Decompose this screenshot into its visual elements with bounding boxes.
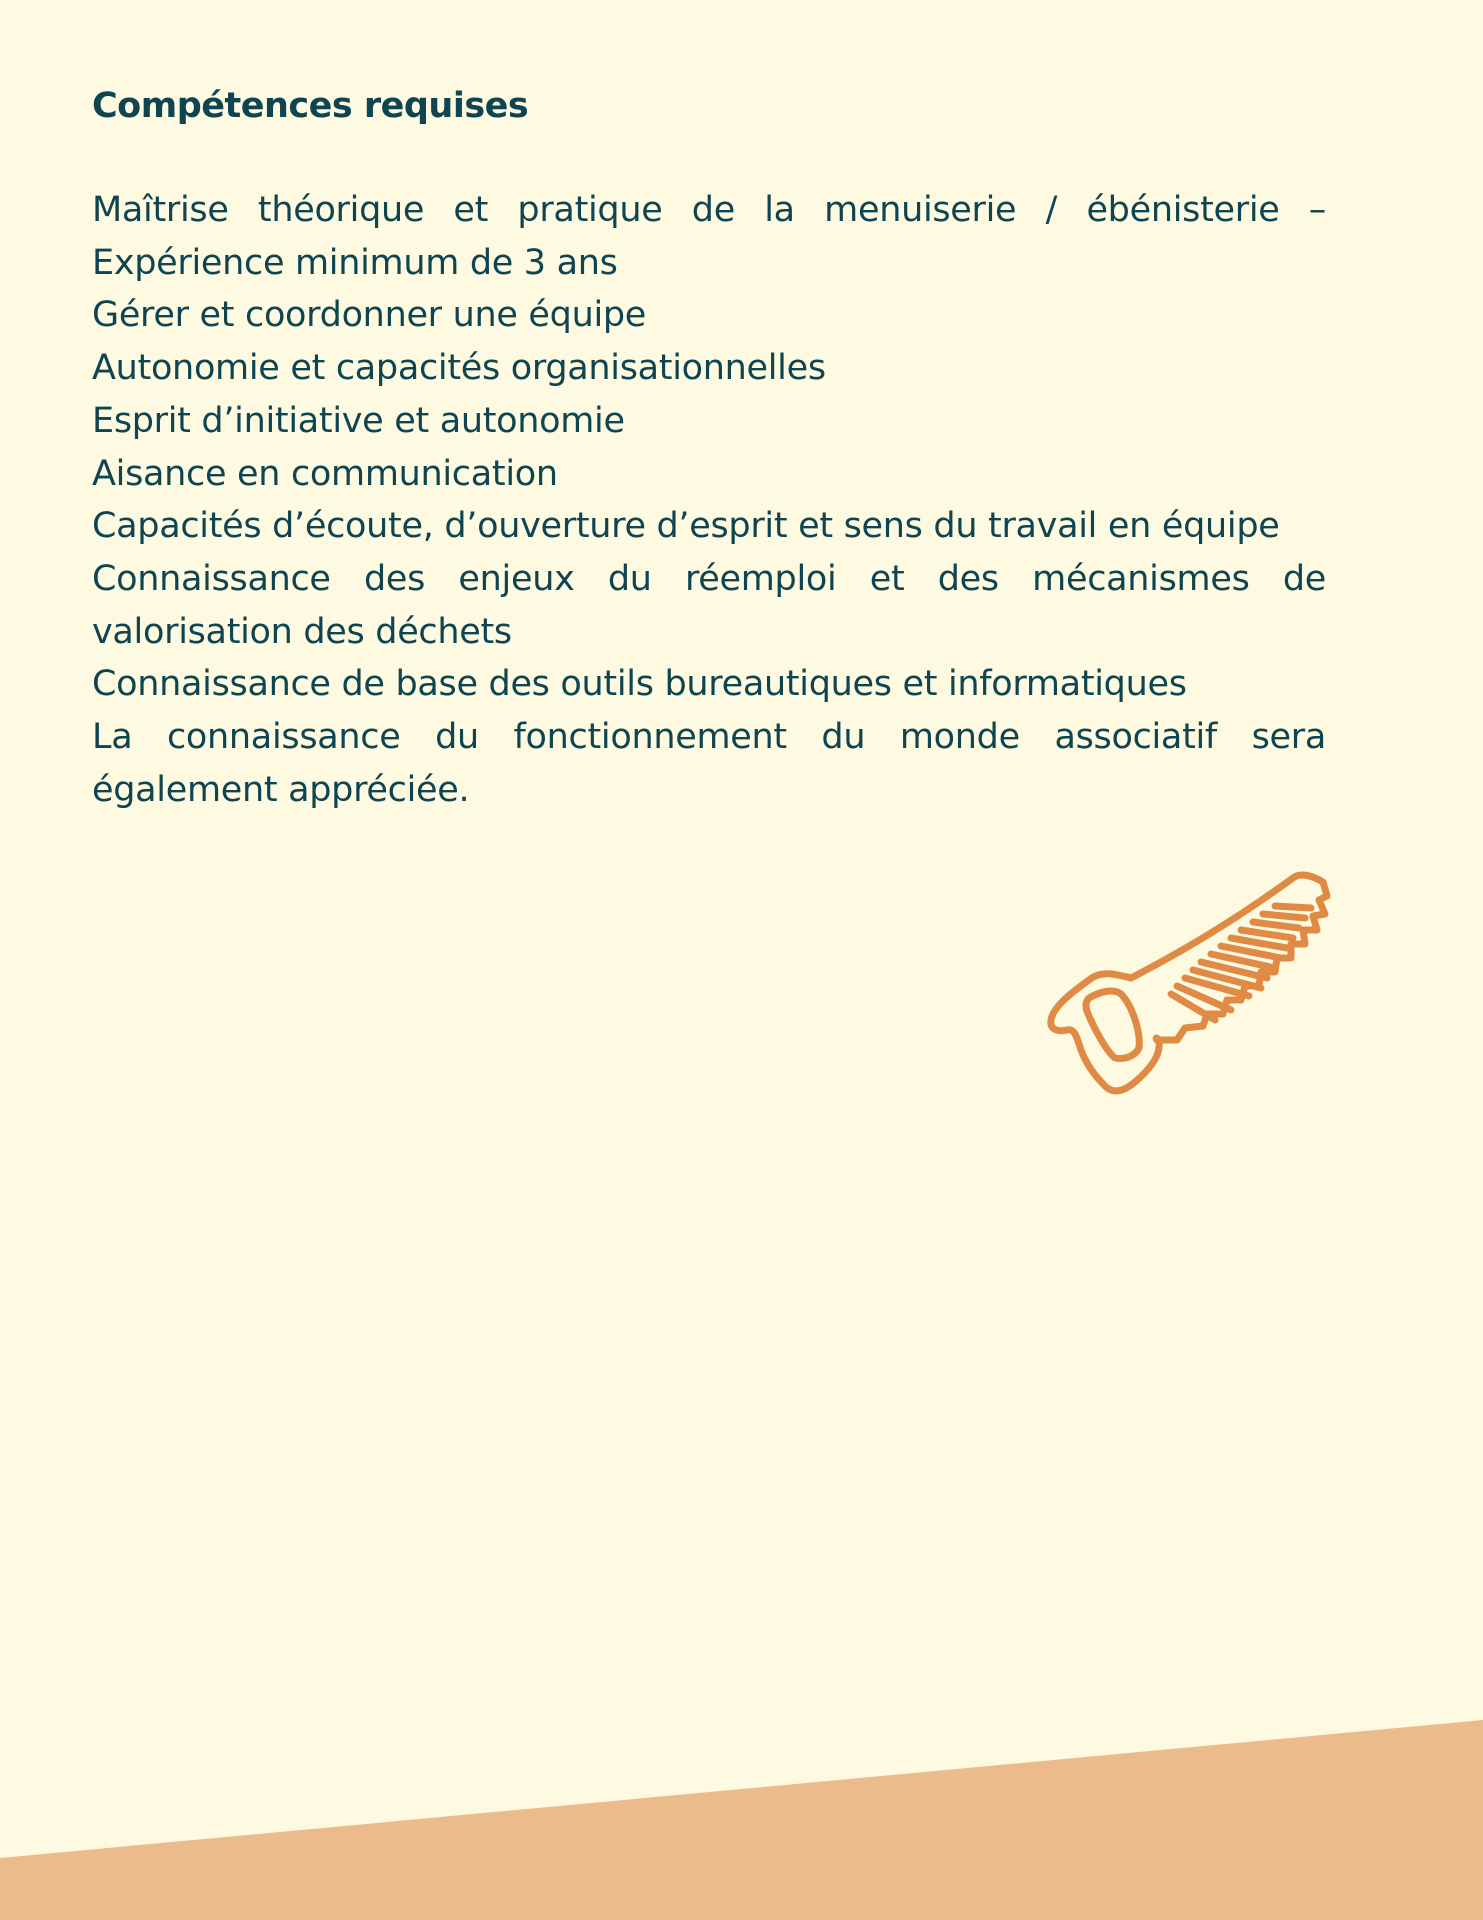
skill-item: Esprit d’initiative et autonomie — [92, 400, 625, 441]
skill-item: Maîtrise théorique et pratique de la menuiserie / ébénisterie – Expérience minimum de 3 ans — [92, 190, 1326, 283]
skill-item: Connaissance des enjeux du réemploi et des mécanismes de valorisation des déchets — [92, 558, 1326, 652]
skill-item: Aisance en communication — [92, 453, 558, 494]
skills-list — [92, 184, 1326, 816]
skill-item: Connaissance de base des outils bureautiques et informatiques — [92, 664, 1187, 705]
skill-item: Gérer et coordonner une équipe — [92, 295, 647, 336]
skills-section — [92, 80, 1326, 816]
skill-item: Capacités d’écoute, d’ouverture d’esprit et sens du travail en équipe — [92, 506, 1280, 547]
skill-item: Autonomie et capacités organisationnelles — [92, 348, 826, 389]
decorative-footer-band — [0, 1700, 1483, 1920]
section-heading: Compétences requises — [92, 86, 529, 126]
skill-item: La connaissance du fonctionnement du monde associatif sera également appréciée. — [92, 717, 1326, 810]
hand-saw-icon — [1035, 870, 1345, 1130]
